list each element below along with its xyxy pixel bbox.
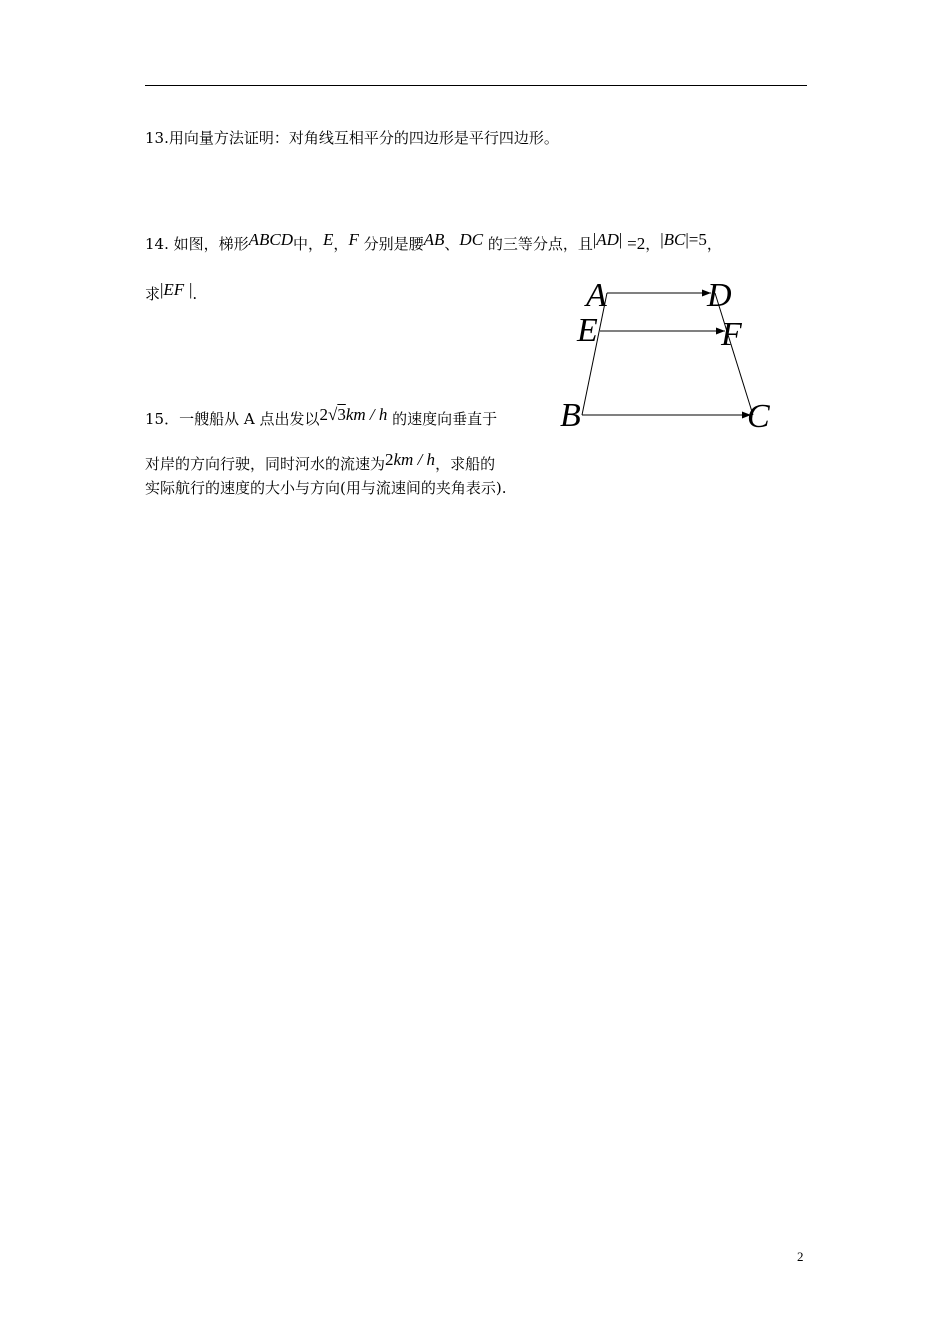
q15-text-1: 的速度向垂直于 bbox=[392, 410, 498, 428]
label-b: B bbox=[560, 397, 581, 434]
trapezoid-figure bbox=[555, 275, 795, 435]
q15-speed-unit: km / h bbox=[345, 405, 388, 424]
q14-bc-open: | bbox=[660, 230, 664, 249]
q14-trapezoid-name: ABCD bbox=[248, 230, 294, 249]
q14-ask: 求 bbox=[145, 285, 161, 303]
q15-line2a: 对岸的方向行驶，同时河水的流速为 bbox=[145, 455, 386, 473]
question-14-line-2 bbox=[145, 280, 198, 304]
q15-flow-value: 2 bbox=[385, 450, 394, 469]
q15-speed-coef: 2 bbox=[319, 405, 328, 424]
q15-flow-unit: km / h bbox=[393, 450, 436, 469]
q14-ad-close: | bbox=[618, 230, 623, 249]
question-15-line-2 bbox=[145, 450, 496, 474]
q14-prefix: 14. 如图，梯形 bbox=[145, 235, 249, 253]
q14-text-3: 的三等分点，且 bbox=[487, 235, 593, 253]
q14-segment-bc: BC bbox=[663, 230, 686, 249]
q14-point-e: E bbox=[323, 230, 334, 249]
q14-comma1: ， bbox=[333, 235, 349, 253]
q15-line3: 实际航行的速度的大小与方向(用与流速间的夹角表示). bbox=[145, 479, 507, 497]
q15-line2b: ，求船的 bbox=[435, 455, 496, 473]
label-c: C bbox=[747, 398, 770, 435]
page-number: 2 bbox=[797, 1249, 804, 1264]
label-d: D bbox=[707, 277, 732, 314]
q14-segment-ad: AD bbox=[596, 230, 619, 249]
q15-prefix: 15．一艘船从 A 点出发以 bbox=[145, 410, 320, 428]
q14-segment-ab: AB bbox=[423, 230, 445, 249]
label-e: E bbox=[577, 312, 598, 349]
header-rule bbox=[145, 85, 807, 86]
q14-segment-dc: DC bbox=[459, 230, 484, 249]
q14-text-2: 、 bbox=[444, 235, 460, 253]
q14-comma3: ， bbox=[706, 235, 722, 253]
q15-speed-root: 3 bbox=[337, 405, 346, 424]
q14-ef-open: | bbox=[160, 280, 164, 299]
sqrt-icon: √ bbox=[327, 405, 338, 424]
q14-text-1: 分别是腰 bbox=[363, 235, 424, 253]
q14-point-f: F bbox=[348, 230, 359, 249]
question-15 bbox=[145, 405, 498, 429]
q14-ad-open: | bbox=[592, 230, 597, 249]
q14-segment-ef: EF bbox=[163, 280, 185, 299]
question-15-line-3 bbox=[145, 477, 506, 498]
q14-comma2: ， bbox=[645, 235, 661, 253]
question-14 bbox=[145, 230, 722, 254]
q14-mid: 中， bbox=[293, 235, 324, 253]
label-f: F bbox=[721, 316, 742, 353]
label-a: A bbox=[586, 277, 607, 314]
q14-period: . bbox=[192, 285, 198, 303]
q14-ad-value: =2 bbox=[627, 234, 646, 253]
question-13-text: 13.用向量方法证明：对角线互相平分的四边形是平行四边形。 bbox=[145, 129, 559, 147]
q14-bc-value: |=5 bbox=[685, 230, 707, 249]
question-13 bbox=[145, 127, 559, 148]
q14-ef-close: | bbox=[188, 280, 193, 299]
